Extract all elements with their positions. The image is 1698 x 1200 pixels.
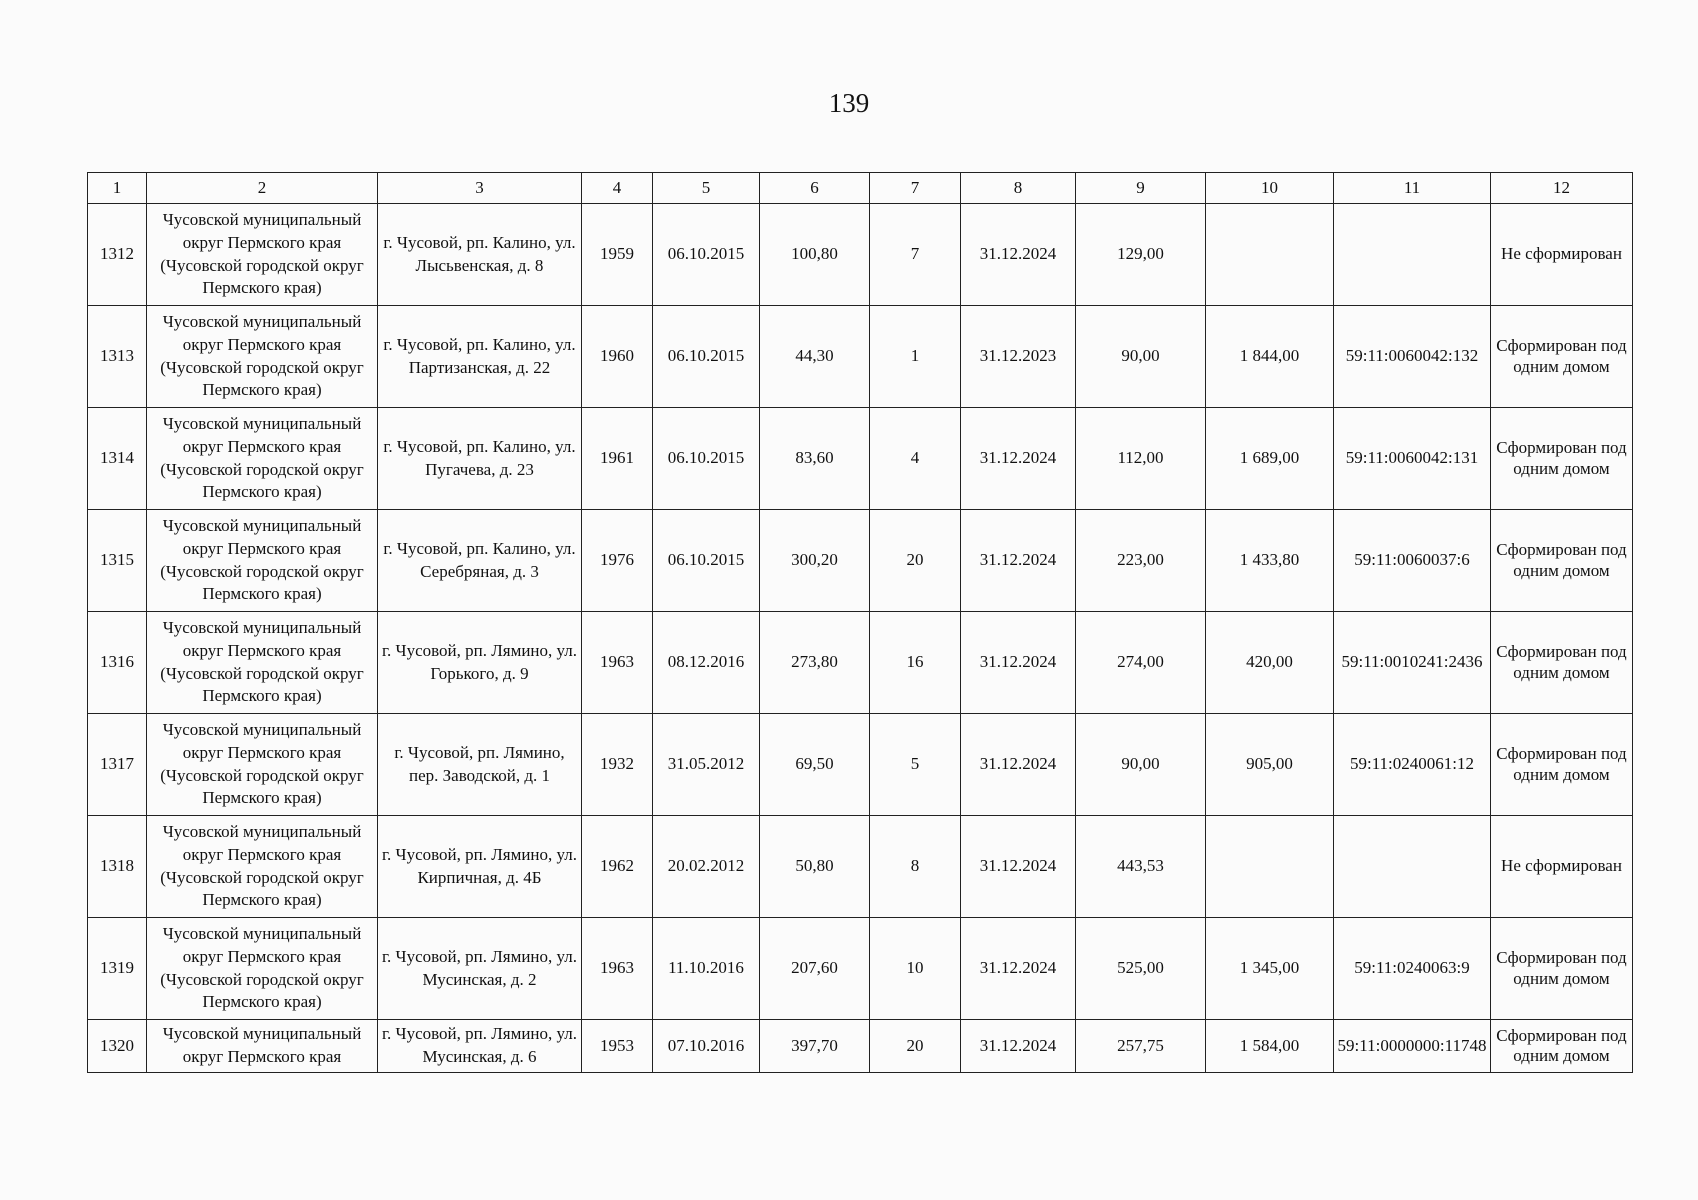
year-cell: 1961 [582, 408, 653, 510]
status-cell: Сформирован под одним домом [1491, 918, 1633, 1020]
residents-cell: 20 [870, 1020, 961, 1073]
residents-cell: 8 [870, 816, 961, 918]
year-cell: 1960 [582, 306, 653, 408]
value9-cell: 443,53 [1076, 816, 1206, 918]
municipality-cell: Чусовской муниципальный округ Пермского края (Чусовской городской округ Пермского края) [147, 306, 378, 408]
column-number-row [88, 173, 1633, 204]
table-row [88, 918, 1633, 1020]
cadastral-number-cell: 59:11:0240061:12 [1334, 714, 1491, 816]
value10-cell: 420,00 [1206, 612, 1334, 714]
date-cell: 06.10.2015 [653, 306, 760, 408]
municipality-cell: Чусовской муниципальный округ Пермского края (Чусовской городской округ Пермского края) [147, 816, 378, 918]
column-header: 10 [1206, 173, 1334, 204]
status-cell: Сформирован под одним домом [1491, 510, 1633, 612]
date-cell: 11.10.2016 [653, 918, 760, 1020]
year-cell: 1932 [582, 714, 653, 816]
deadline-cell: 31.12.2024 [961, 510, 1076, 612]
deadline-cell: 31.12.2024 [961, 612, 1076, 714]
row-number: 1314 [88, 408, 147, 510]
address-cell: г. Чусовой, рп. Калино, ул. Лысьвенская, д. 8 [378, 204, 582, 306]
cadastral-number-cell [1334, 204, 1491, 306]
row-number: 1313 [88, 306, 147, 408]
date-cell: 31.05.2012 [653, 714, 760, 816]
area-cell: 83,60 [760, 408, 870, 510]
housing-registry-table [87, 172, 1633, 1073]
residents-cell: 5 [870, 714, 961, 816]
address-cell: г. Чусовой, рп. Лямино, ул. Мусинская, д. 2 [378, 918, 582, 1020]
residents-cell: 10 [870, 918, 961, 1020]
address-cell: г. Чусовой, рп. Лямино, ул. Кирпичная, д. 4Б [378, 816, 582, 918]
column-header: 5 [653, 173, 760, 204]
value9-cell: 257,75 [1076, 1020, 1206, 1073]
year-cell: 1959 [582, 204, 653, 306]
deadline-cell: 31.12.2024 [961, 204, 1076, 306]
residents-cell: 1 [870, 306, 961, 408]
municipality-cell: Чусовской муниципальный округ Пермского края (Чусовской городской округ Пермского края) [147, 918, 378, 1020]
deadline-cell: 31.12.2024 [961, 1020, 1076, 1073]
value9-cell: 112,00 [1076, 408, 1206, 510]
value9-cell: 223,00 [1076, 510, 1206, 612]
column-header: 11 [1334, 173, 1491, 204]
area-cell: 44,30 [760, 306, 870, 408]
value10-cell [1206, 816, 1334, 918]
address-cell: г. Чусовой, рп. Лямино, ул. Горького, д. 9 [378, 612, 582, 714]
value10-cell: 1 433,80 [1206, 510, 1334, 612]
row-number: 1316 [88, 612, 147, 714]
cadastral-number-cell: 59:11:0060042:131 [1334, 408, 1491, 510]
area-cell: 397,70 [760, 1020, 870, 1073]
cadastral-number-cell [1334, 816, 1491, 918]
residents-cell: 7 [870, 204, 961, 306]
municipality-cell: Чусовской муниципальный округ Пермского края (Чусовской городской округ Пермского края) [147, 612, 378, 714]
residents-cell: 16 [870, 612, 961, 714]
column-header: 4 [582, 173, 653, 204]
value9-cell: 129,00 [1076, 204, 1206, 306]
column-header: 7 [870, 173, 961, 204]
area-cell: 273,80 [760, 612, 870, 714]
column-header: 3 [378, 173, 582, 204]
year-cell: 1962 [582, 816, 653, 918]
area-cell: 50,80 [760, 816, 870, 918]
municipality-cell: Чусовской муниципальный округ Пермского края (Чусовской городской округ Пермского края) [147, 204, 378, 306]
status-cell: Сформирован под одним домом [1491, 714, 1633, 816]
table-row [88, 306, 1633, 408]
row-number: 1315 [88, 510, 147, 612]
status-cell: Сформирован под одним домом [1491, 306, 1633, 408]
table-row [88, 612, 1633, 714]
residents-cell: 4 [870, 408, 961, 510]
cadastral-number-cell: 59:11:0060042:132 [1334, 306, 1491, 408]
value9-cell: 90,00 [1076, 306, 1206, 408]
value10-cell: 1 584,00 [1206, 1020, 1334, 1073]
column-header: 2 [147, 173, 378, 204]
cadastral-number-cell: 59:11:0060037:6 [1334, 510, 1491, 612]
address-cell: г. Чусовой, рп. Калино, ул. Серебряная, д. 3 [378, 510, 582, 612]
municipality-cell: Чусовской муниципальный округ Пермского края (Чусовской городской округ Пермского края) [147, 408, 378, 510]
year-cell: 1963 [582, 612, 653, 714]
table-row [88, 714, 1633, 816]
date-cell: 06.10.2015 [653, 510, 760, 612]
table-row [88, 1020, 1633, 1073]
cadastral-number-cell: 59:11:0240063:9 [1334, 918, 1491, 1020]
municipality-cell: Чусовской муниципальный округ Пермского края (Чусовской городской округ Пермского края) [147, 510, 378, 612]
value9-cell: 525,00 [1076, 918, 1206, 1020]
residents-cell: 20 [870, 510, 961, 612]
column-header: 8 [961, 173, 1076, 204]
table-row [88, 204, 1633, 306]
column-header: 9 [1076, 173, 1206, 204]
area-cell: 300,20 [760, 510, 870, 612]
value9-cell: 274,00 [1076, 612, 1206, 714]
column-header: 6 [760, 173, 870, 204]
year-cell: 1976 [582, 510, 653, 612]
area-cell: 207,60 [760, 918, 870, 1020]
row-number: 1318 [88, 816, 147, 918]
table-row [88, 816, 1633, 918]
date-cell: 06.10.2015 [653, 204, 760, 306]
value9-cell: 90,00 [1076, 714, 1206, 816]
value10-cell: 1 844,00 [1206, 306, 1334, 408]
area-cell: 69,50 [760, 714, 870, 816]
municipality-cell: Чусовской муниципальный округ Пермского края (Чусовской городской округ Пермского края) [147, 714, 378, 816]
table-row [88, 408, 1633, 510]
date-cell: 08.12.2016 [653, 612, 760, 714]
value10-cell: 1 345,00 [1206, 918, 1334, 1020]
value10-cell: 1 689,00 [1206, 408, 1334, 510]
deadline-cell: 31.12.2023 [961, 306, 1076, 408]
year-cell: 1953 [582, 1020, 653, 1073]
date-cell: 07.10.2016 [653, 1020, 760, 1073]
cadastral-number-cell: 59:11:0010241:2436 [1334, 612, 1491, 714]
deadline-cell: 31.12.2024 [961, 408, 1076, 510]
status-cell: Не сформирован [1491, 816, 1633, 918]
address-cell: г. Чусовой, рп. Калино, ул. Партизанская, д. 22 [378, 306, 582, 408]
row-number: 1312 [88, 204, 147, 306]
value10-cell [1206, 204, 1334, 306]
status-cell: Сформирован под одним домом [1491, 612, 1633, 714]
row-number: 1319 [88, 918, 147, 1020]
column-header: 12 [1491, 173, 1633, 204]
address-cell: г. Чусовой, рп. Калино, ул. Пугачева, д. 23 [378, 408, 582, 510]
column-header: 1 [88, 173, 147, 204]
cadastral-number-cell: 59:11:0000000:11748 [1334, 1020, 1491, 1073]
row-number: 1317 [88, 714, 147, 816]
value10-cell: 905,00 [1206, 714, 1334, 816]
date-cell: 06.10.2015 [653, 408, 760, 510]
date-cell: 20.02.2012 [653, 816, 760, 918]
status-cell: Не сформирован [1491, 204, 1633, 306]
page-number: 139 [828, 88, 870, 118]
deadline-cell: 31.12.2024 [961, 816, 1076, 918]
address-cell: г. Чусовой, рп. Лямино, пер. Заводской, д. 1 [378, 714, 582, 816]
status-cell: Сформирован под одним домом [1491, 408, 1633, 510]
deadline-cell: 31.12.2024 [961, 714, 1076, 816]
area-cell: 100,80 [760, 204, 870, 306]
municipality-cell: Чусовской муниципальный округ Пермского края [147, 1020, 378, 1073]
row-number: 1320 [88, 1020, 147, 1073]
status-cell: Сформирован под одним домом [1491, 1020, 1633, 1073]
address-cell: г. Чусовой, рп. Лямино, ул. Мусинская, д. 6 [378, 1020, 582, 1073]
table-row [88, 510, 1633, 612]
deadline-cell: 31.12.2024 [961, 918, 1076, 1020]
year-cell: 1963 [582, 918, 653, 1020]
